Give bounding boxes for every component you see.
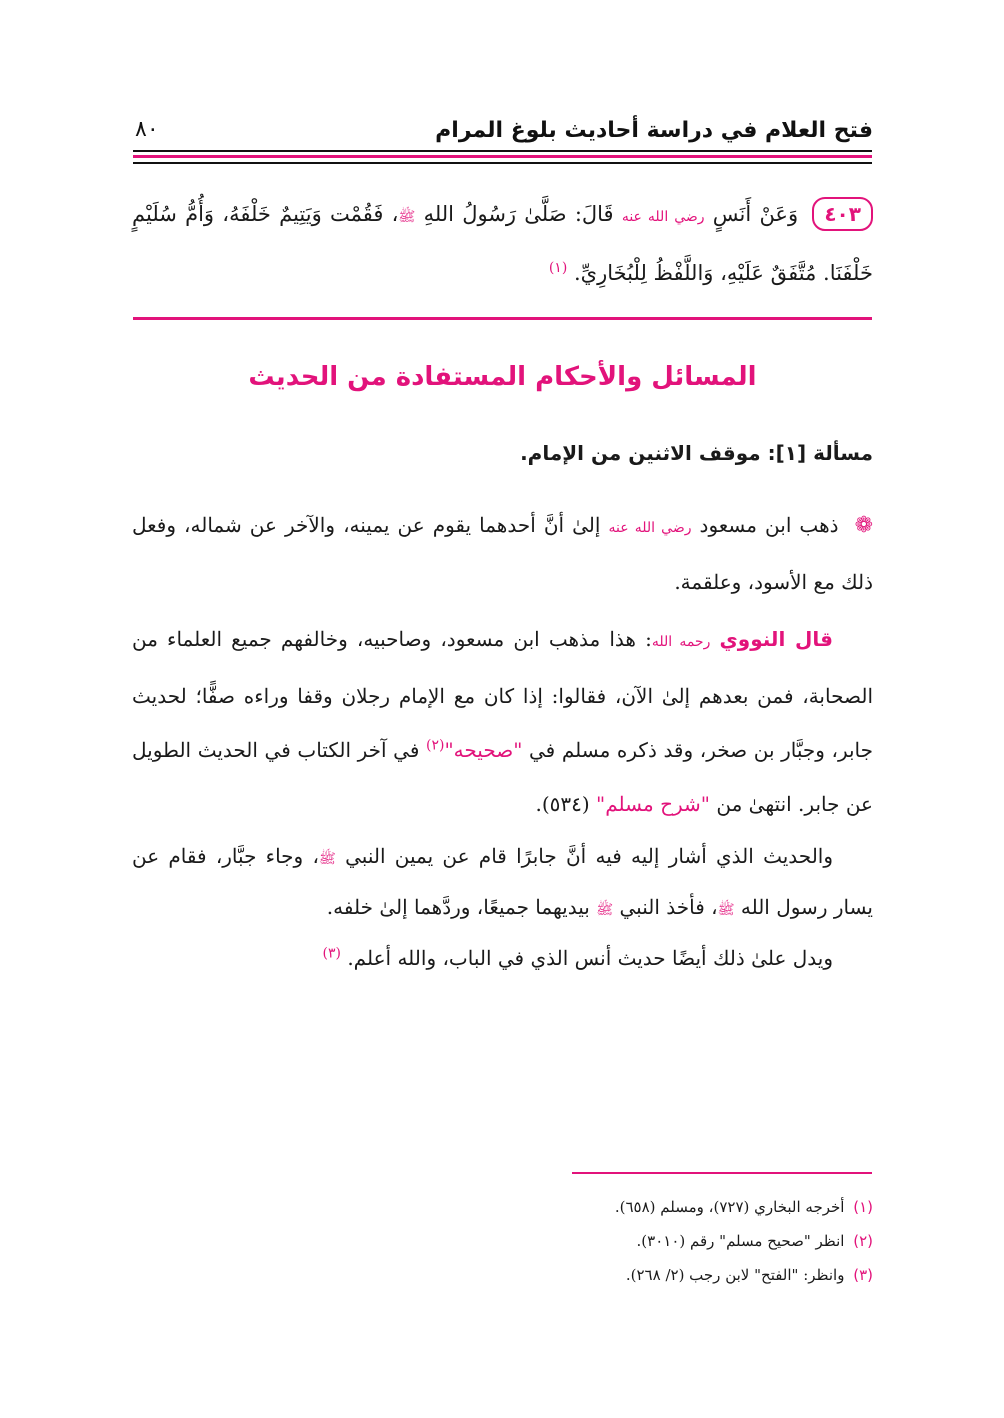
page-number: ٨٠: [135, 117, 159, 142]
footnote-item: [132, 1224, 873, 1258]
paragraph-1-text-a: ذهب ابن مسعود: [699, 513, 839, 537]
footnotes: [132, 1190, 873, 1292]
paragraph-3-text-c: ، فأخذ النبي: [619, 895, 718, 919]
hadith-text-1: قَالَ: صَلَّىٰ رَسُولُ اللهِ: [423, 202, 614, 226]
hadith-number-badge: ٤٠٣: [812, 197, 873, 231]
header-rule-bottom: [133, 162, 872, 164]
hadith-text-2: ، فَقُمْت وَيَتِيمٌ خَلْفَهُ، وَأُمُّ سُلَيْمٍ خَلْفَنَا. مُتَّفَقٌ عَلَيْهِ، وَاللَّفْظُ لِلْبُخَارِيِّ.: [132, 202, 873, 285]
book-reference-sharh: "شرح مسلم": [596, 792, 710, 816]
paragraph-2-text-b: في آخر الكتاب في الحديث الطويل عن جابر. انتهىٰ من: [132, 738, 873, 816]
footnote-text: وانظر: "الفتح" لابن رجب (٢/ ٢٦٨).: [625, 1266, 845, 1284]
paragraph-3-text-a: والحديث الذي أشار إليه فيه أنَّ جابرًا قام عن يمين النبي: [345, 844, 834, 868]
issue-heading: [132, 441, 873, 465]
paragraph-ibn-masud: [132, 498, 873, 609]
hadith-text: [132, 186, 873, 301]
paragraph-1-text-b: إلىٰ أنَّ أحدهما يقوم عن يمينه، والآخر عن شماله، وفعل ذلك مع الأسود، وعلقمة.: [132, 513, 873, 594]
footnote-number: (٣): [853, 1266, 873, 1284]
hadith-intro: وَعَنْ أَنَسٍ: [712, 202, 799, 226]
paragraph-3-text-d: بيديهما جميعًا، وردَّهما إلىٰ خلفه.: [326, 895, 590, 919]
header-rule-accent: [133, 155, 872, 158]
running-header-title: فتح العلام في دراسة أحاديث بلوغ المرام: [435, 118, 873, 143]
honorific-radiyallah: رضي الله عنه: [621, 209, 705, 225]
honorific-rahimahullah: رحمه الله: [651, 634, 711, 650]
footnote-text: أخرجه البخاري (٧٢٧)، ومسلم (٦٥٨).: [614, 1198, 845, 1216]
footnote-ref-1[interactable]: (١): [548, 260, 568, 276]
book-reference-sahih: "صحيحه": [444, 738, 523, 762]
issue-title: موقف الاثنين من الإمام.: [520, 441, 761, 465]
paragraph-3-text-b: ، وجاء جبَّار، فقام عن يسار رسول الله: [132, 844, 873, 919]
footnote-ref-3[interactable]: (٣): [322, 945, 341, 962]
paragraph-jabir: [132, 832, 873, 982]
footnote-item: [132, 1190, 873, 1224]
hadith-separator-rule: [133, 317, 872, 320]
honorific-salla: ﷺ: [398, 209, 416, 225]
honorific-salla-3: ﷺ: [717, 902, 735, 918]
footnote-number: (٢): [853, 1232, 873, 1250]
paragraph-2-text-a: : هذا مذهب ابن مسعود، وصاحبيه، وخالفهم جميع العلماء من الصحابة، فمن بعدهم إلىٰ الآن، فقالوا: إذا كان مع الإمام رجلان وقفا وراءه صفًّا؛ لحديث جابر، وجبَّار بن صخر، وقد ذكره مسلم في: [132, 627, 874, 762]
paragraph-nawawi: [132, 612, 873, 831]
footnote-number: (١): [853, 1198, 873, 1216]
honorific-salla-4: ﷺ: [596, 902, 614, 918]
footnote-item: [132, 1258, 873, 1292]
header-rule-top: [133, 150, 872, 152]
honorific-salla-2: ﷺ: [318, 851, 336, 867]
footnote-ref-2[interactable]: (٢): [425, 737, 445, 754]
flower-icon: ❁: [854, 513, 874, 538]
section-title: المسائل والأحكام المستفادة من الحديث: [248, 362, 757, 392]
footnote-rule: [572, 1172, 872, 1174]
paragraph-2-text-c: (٥٣٤).: [535, 792, 590, 816]
honorific-radiyallah-2: رضي الله عنه: [608, 520, 692, 536]
issue-label: مسألة [١]:: [767, 441, 873, 465]
scholar-name: قال النووي: [719, 627, 833, 651]
paragraph-3-text-e: ويدل علىٰ ذلك أيضًا حديث أنس الذي في الباب، والله أعلم.: [347, 946, 833, 970]
footnote-text: انظر "صحيح مسلم" رقم (٣٠١٠).: [636, 1232, 845, 1250]
